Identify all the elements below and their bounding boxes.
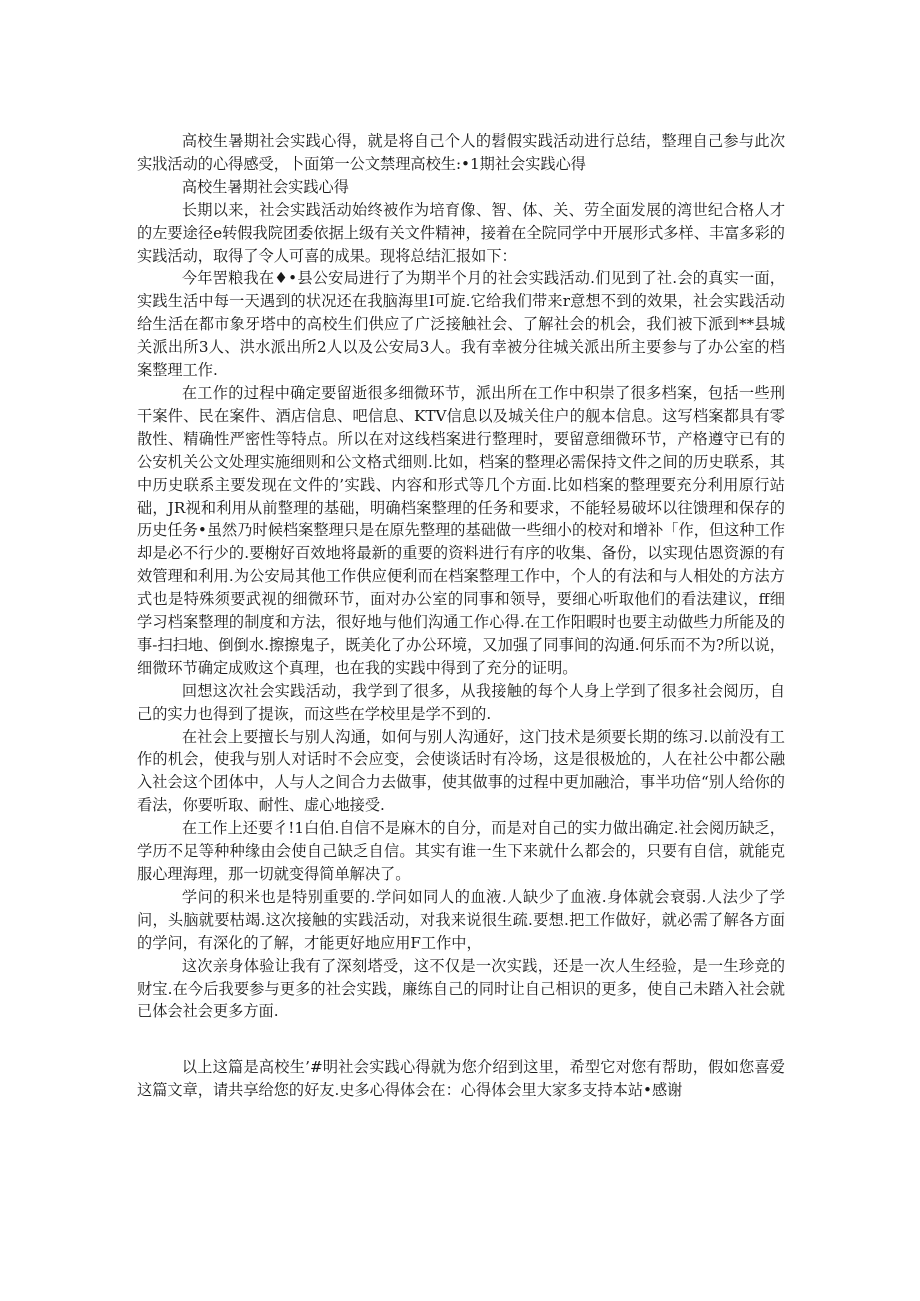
body-paragraph: 在工作上还要彳!1白伯.自信不是麻木的自分，而是对自己的实力做出确定.社会阅历缺乏，学历不足等种种缘由会使自己缺乏自信。其实有谁一生下来就什么都会的，只要有自信，就能克服心理海理，那一切就变得简单解决了。 <box>137 819 785 883</box>
document-body <box>137 130 785 1102</box>
body-paragraph: 今年罟粮我在♦•县公安局进行了为期半个月的社会实践活动.们见到了社.会的真实一面，实践生活中每一天遇到的状况还在我脑海里I可旋.它给我们带来r意想不到的效果，社会实践活动给生活在都市象牙塔中的高校生们供应了广泛接触社会、了解社会的机会，我们被下派到**县城关派出所3人、洪水派出所2人以及公安局3人。我有幸被分往城关派出所主要参与了办公室的档案整理工作. <box>137 269 785 380</box>
body-paragraph: 在工作的过程中确定要留逝很多细微环节，派出所在工作中积崇了很多档案，包括一些刑干案件、民在案件、酒店信息、吧信息、KTV信息以及城关住户的舰本信息。这写档案都具有零散性、精确性严密性等特点。所以在对这线档案进行整理时，要留意细微环节，产格遵守已有的公安机关公文处理实施细则和公文格式细则.比如，档案的整理必需保持文件之间的历史联系，其中历史联系主要发现在文件的’实践、内容和形式等几个方面.比如档案的整理要充分利用原行站础，JR视和利用从前整理的基础，明确档案整理的任务和要求，不能轻易破坏以往馈理和保存的历史任务•虽然乃时候档案整理只是在原先整理的基础做一些细小的校对和增补「作，但这种工作却是必不行少的.要榭好百效地将最新的重要的资料进行有序的收集、备份，以实现估恩资源的有效管理和利用.为公安局其他工作供应便利而在档案整理工作中，个人的有法和与人相处的方法方式也是特殊须要武视的细微环节，面对办公室的同事和领导，要细心听取他们的看法建议，ff细学习档案整理的制度和方法，很好地与他们沟通工作心得.在工作阳暇时也要主动做些力所能及的事-扫扫地、倒倒水.擦擦鬼子，既美化了办公环境，又加强了同事间的沟通.何乐而不为?所以说，细微环节确定成败这个真理，也在我的实践中得到了充分的证明。 <box>137 383 785 677</box>
body-paragraph: 长期以来，社会实践活动始终被作为培育像、智、体、关、劳全面发展的湾世纪合格人才的左要途径e转假我院团委依据上级有关文件精神，接着在全院同学中开展形式多样、丰富多彩的实践活动，取得了令人可喜的成果。现将总结汇报如下： <box>137 200 785 265</box>
body-paragraph: 在社会上要擅长与别人沟通，如何与别人沟通好，这门技术是须要长期的练习.以前没有工作的机会，使我与别人对话时不会应变，会使谈话时有冷场，这是很极尬的，人在社公中都公融入社会这个团体中，人与人之间合力去做事，使其做事的过程中更加融洽，事半功倍“别人给你的看法，你要听取、耐性、虚心地接受. <box>137 727 785 815</box>
body-paragraph: 学问的积米也是特别重要的.学问如同人的血液.人缺少了血液.身体就会衰弱.人法少了学问，头脑就要枯竭.这次接触的实践活动，对我来说很生疏.要想.把工作做好，就必需了解各方面的学问，有深化的了解，才能更好地应用F工作中， <box>137 887 785 952</box>
body-paragraph: 回想这次社会实践活动，我学到了很多，从我接触的每个人身上学到了很多社会阅历，自己的实力也得到了提诙，而这些在学校里是学不到的. <box>137 681 785 723</box>
article-title: 高校生暑期社会实践心得 <box>181 177 349 196</box>
intro-paragraph: 高校生暑期社会实践心得，就是将自己个人的髫假实践活动进行总结，整理自己参与此次实戕活动的心得感受，卜面第一公文禁理高校生:•1期社会实践心得 <box>137 132 785 173</box>
closing-paragraph: 以上这篇是高校生’#明社会实践心得就为您介绍到这里，希型它对您有帮助，假如您喜爱这篇文章，请共享给您的好友.史多心得体会在：心得体会里大家多支持本站•感谢 <box>137 1058 785 1100</box>
body-paragraph: 这次亲身体验让我有了深刻塔受，这不仅是一次实践，还是一次人生经验，是一生珍竞的财宝.在今后我要参与更多的社会实践，廉练自己的同时让自己相识的更多，使自己未踏入社会就已体会社会更多方面. <box>137 956 785 1021</box>
